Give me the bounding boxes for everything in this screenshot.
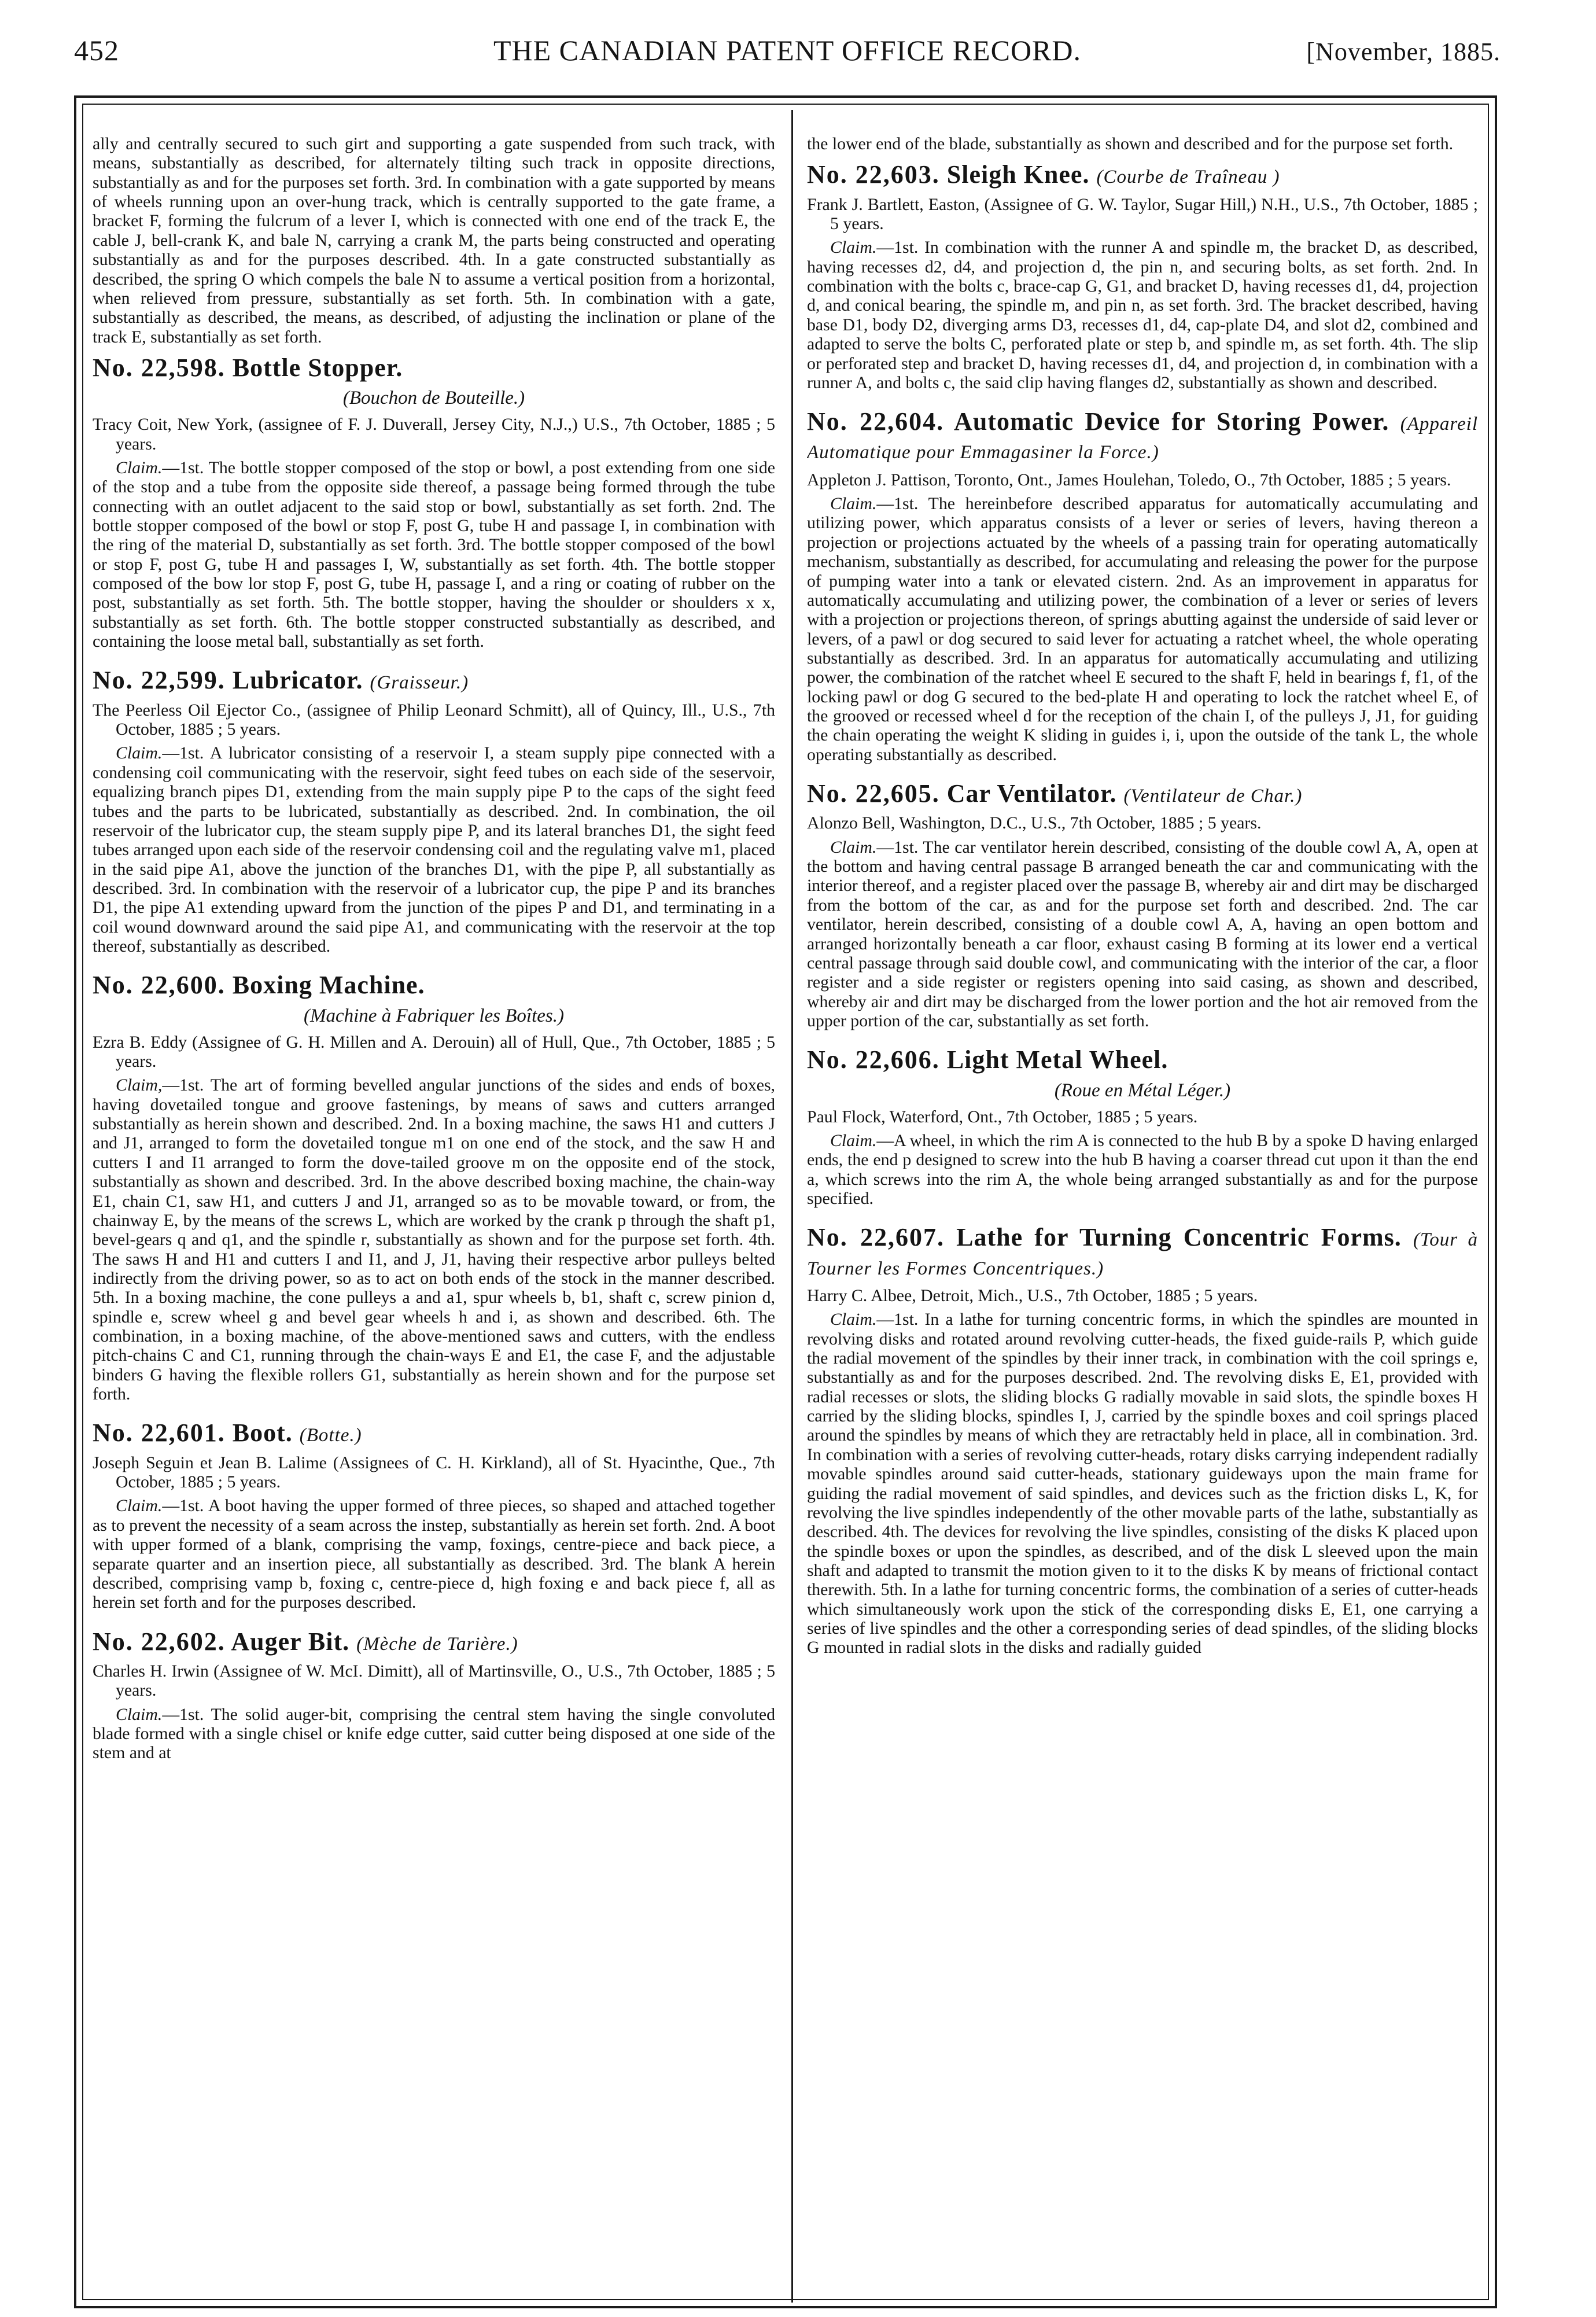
patent-title: Automatic Device for Storing Power. — [954, 407, 1389, 436]
claim-label: Claim. — [116, 1496, 163, 1516]
claim-label: Claim. — [830, 1310, 877, 1329]
claim-label: Claim. — [116, 1704, 163, 1724]
column-divider — [791, 110, 793, 2303]
continuation-text: the lower end of the blade, substantially as shown and described and for the purpose set forth. — [807, 134, 1454, 153]
applicant-line: Joseph Seguin et Jean B. Lalime (Assignees of C. H. Kirkland), all of St. Hyacinthe, Que., 7th October, 1885 ; 5 years. — [93, 1453, 775, 1492]
patent-entry — [807, 1045, 1478, 1208]
claim-text — [93, 743, 775, 956]
claim-label: Claim. — [116, 458, 163, 477]
applicant-line: Paul Flock, Waterford, Ont., 7th October, 1885 ; 5 years. — [807, 1107, 1198, 1126]
patent-entry — [93, 1627, 775, 1763]
claim-label: Claim. — [116, 743, 163, 763]
patent-entry — [807, 1223, 1478, 1657]
patent-title: Light Metal Wheel. — [946, 1045, 1169, 1074]
patent-title: Lubricator. — [232, 666, 363, 695]
applicant-line: Ezra B. Eddy (Assignee of G. H. Millen and A. Derouin) all of Hull, Que., 7th October, 1885 ; 5 years. — [93, 1032, 775, 1071]
french-title: (Appareil Automatique pour Emmagasiner la Force.) — [807, 414, 1478, 463]
patent-number: No. 22,601. — [93, 1419, 226, 1447]
claim-text — [807, 494, 1478, 764]
patent-heading — [807, 160, 1478, 189]
patent-title: Boxing Machine. — [232, 971, 425, 1000]
patent-number: No. 22,602. — [93, 1627, 226, 1656]
patent-heading — [93, 971, 775, 999]
patent-number: No. 22,605. — [807, 779, 940, 808]
patent-entry — [93, 353, 775, 651]
french-title: (Courbe de Traîneau ) — [1096, 167, 1280, 188]
french-title: (Machine à Fabriquer les Boîtes.) — [304, 1005, 564, 1026]
patent-title: Auger Bit. — [231, 1627, 350, 1656]
french-title: (Botte.) — [299, 1425, 362, 1446]
claim-label: Claim. — [830, 1130, 877, 1150]
patent-entry — [807, 407, 1478, 764]
left-column — [93, 134, 775, 2298]
claim-body: —1st. The art of forming bevelled angular junctions of the sides and ends of boxes, having dovetailed tongue and groove fastenings, by means of saws and cutters arranged substantially as herein shown and described. 2nd. In a boxing machine, the saws H1 and cutters J and J1, arranged to form the dovetailed tongue m1 on one end of the stock, and the saw H and cutters I and I1 arranged to form the dove-tailed groove m on the opposite end of the stock, substantially as shown and described. 3rd. In the above described boxing machine, the chain-way E1, chain C1, saw H1, and cutters J and J1, arranged so as to be movable toward, or from, the chainway E, by the means of the screws L, which are worked by the crank p through the shaft p1, bevel-gears q and q1, and the spindle r, substantially as shown and for the purpose set forth. 4th. The saws H and H1 and cutters I and I1, and J, J1, having their respective arbor pulleys belted indirectly from the driving power, so as to act on both ends of the stock in the manner described. 5th. In a boxing machine, the cone pulleys a and a1, spur wheels b, b1, shaft c, screw pinion d, spindle e, screw wheel g and bevel gear wheels h and i, as shown and described. 6th. The combination, in a boxing machine, of the above-mentioned saws and cutters, with the endless pitch-chains C and C1, running through the chain-ways E and E1, the case F, and the adjustable binders G having the flexible rollers G1, substantially as herein shown and for the purpose set forth. — [93, 1075, 775, 1404]
patent-heading — [807, 1223, 1478, 1280]
claim-text — [93, 1075, 775, 1404]
patent-heading — [93, 353, 775, 382]
applicant-line: Charles H. Irwin (Assignee of W. McI. Dimitt), all of Martinsville, O., U.S., 7th October, 1885 ; 5 years. — [93, 1661, 775, 1700]
patent-entry — [807, 160, 1478, 392]
applicant-line: Frank J. Bartlett, Easton, (Assignee of G. W. Taylor, Sugar Hill,) N.H., U.S., 7th October, 1885 ; 5 years. — [807, 194, 1478, 233]
claim-text — [807, 1310, 1478, 1657]
french-title: (Bouchon de Bouteille.) — [342, 388, 525, 409]
claim-label: Claim. — [830, 238, 877, 257]
patent-title: Car Ventilator. — [946, 779, 1117, 808]
patent-number: No. 22,598. — [93, 353, 226, 382]
patent-number: No. 22,604. — [807, 407, 945, 436]
claim-body: —A wheel, in which the rim A is connected to the hub B by a spoke D having enlarged ends, the end p designed to screw into the hub B having a coarser thread cut upon it than the end a, which screws into the rim A, the whole being arranged substantially as and for the purpose specified. — [807, 1130, 1478, 1209]
french-title: (Tour à Tourner les Formes Concentriques.) — [807, 1229, 1478, 1279]
claim-text — [807, 838, 1478, 1031]
claim-label: Claim. — [830, 837, 877, 857]
applicant-line: The Peerless Oil Ejector Co., (assignee of Philip Leonard Schmitt), all of Quincy, Ill., U.S., 7th October, 1885 ; 5 years. — [93, 700, 775, 739]
claim-body: —1st. The solid auger-bit, comprising the central stem having the single convoluted blade formed with a single chisel or knife edge cutter, said cutter being disposed at one side of the stem and at — [93, 1704, 775, 1763]
running-head — [74, 34, 1501, 74]
continuation-text: ally and centrally secured to such girt and supporting a gate suspended from such track, with means, substantially as described, for alternately tilting such track in opposite directions, substantially as and for the purposes set forth. 3rd. In combination with a gate supported by means of wheels running upon an over-hung track, which is centrally supported to the gate frame, a bracket F, forming the fulcrum of a lever I, which is connected with one end of the track E, the cable J, bell-crank K, and bale N, carrying a crank M, the parts being constructed and operating substantially as and for the purposes described. 4th. In a gate constructed substantially as described, the spring O which compels the bale N to assume a vertical position from a horizontal, when relieved from pressure, substantially as set forth. 5th. In combination with a gate, substantially as described, the means, as described, of adjusting the inclination or plane of the track E, substantially as set forth. — [93, 134, 775, 347]
patent-entry — [93, 666, 775, 956]
patent-title: Bottle Stopper. — [232, 353, 403, 382]
patent-heading — [93, 1627, 775, 1656]
patent-title: Boot. — [232, 1419, 293, 1447]
patent-title: Sleigh Knee. — [946, 160, 1090, 189]
patent-title: Lathe for Turning Concentric Forms. — [956, 1223, 1402, 1252]
applicant-line: Harry C. Albee, Detroit, Mich., U.S., 7th October, 1885 ; 5 years. — [807, 1285, 1258, 1305]
applicant-line: Tracy Coit, New York, (assignee of F. J. Duverall, Jersey City, N.J.,) U.S., 7th October, 1885 ; 5 years. — [93, 415, 775, 454]
patent-number: No. 22,603. — [807, 160, 940, 189]
patent-entry — [93, 1419, 775, 1612]
claim-body: —1st. In combination with the runner A and spindle m, the bracket D, as described, having recesses d2, d4, and projection d, the pin n, and securing bolts, as set forth. 2nd. In combination with the bolts c, brace-cap G, G1, and bracket D, having recesses d1, d4, projection d, and conical bearing, the spindle m, and pin n, as set forth. 3rd. The bracket described, having base D1, body D2, diverging arms D3, recesses d1, d4, cap-plate D4, and slot d2, combined and adapted to serve the bolts C, perforated plate or step b, and spindle m, as set forth. 4th. The slip or perforated step and bracket D, having recesses d1, d4, and projection d, in combination with a runner A, and bolts c, the said clip having flanges d2, substantially as shown and described. — [807, 238, 1478, 392]
french-title: (Mèche de Tarière.) — [356, 1633, 518, 1655]
claim-body: —1st. The hereinbefore described apparatus for automatically accumulating and utilizing power, which apparatus consists of a lever or series of levers, having thereon a projection or projections actuated by the wheels of a passing train for operating automatically mechanism, substantially as described, for accumulating and releasing the power for the purpose of pumping water into a tank or elevated cistern. 2nd. As an improvement in apparatus for automatically accumulating and utilizing power, the combination of a lever or series of levers with a projection or projections thereon, of springs abutting against the underside of said lever or levers, of a pawl or dog secured to said lever for actuating a ratchet wheel, the whole operating substantially as described. 3rd. In an apparatus for automatically accumulating and utilizing power, the combination of the ratchet wheel E secured to the shaft F, held in bearings f, f1, of the locking pawl or dog G secured to the bed-plate H and operating to lock the ratchet wheel E, of the grooved or recessed wheel d for the reception of the chain I, of the pulleys J, J1, for guiding the chain operating the weight K sliding in guides i, i, upon the outside of the tank L, the whole operating substantially as described. — [807, 494, 1478, 764]
patent-number: No. 22,600. — [93, 971, 226, 1000]
french-title: (Roue en Métal Léger.) — [1054, 1080, 1231, 1101]
claim-text — [807, 1131, 1478, 1208]
claim-text — [93, 458, 775, 651]
right-column — [807, 134, 1478, 2298]
claim-label: Claim. — [830, 494, 877, 514]
page-number: 452 — [74, 34, 119, 67]
issue-date: [November, 1885. — [1306, 38, 1501, 66]
claim-body: —1st. A boot having the upper formed of three pieces, so shaped and attached together as to prevent the necessity of a seam across the instep, substantially as herein set forth. 2nd. A boot with upper formed of a blank, comprising the vamp, foxings, centre-piece and back piece, a separate quarter and an insertion piece, all substantially as described. 3rd. The blank A herein described, comprising vamp b, foxing c, centre-piece d, high foxing e and back piece f, all as herein set forth and for the purposes described. — [93, 1496, 775, 1612]
patent-number: No. 22,607. — [807, 1223, 945, 1252]
claim-label: Claim, — [116, 1075, 163, 1095]
patent-heading — [93, 666, 775, 694]
claim-body: —1st. A lubricator consisting of a reservoir I, a steam supply pipe connected with a condensing coil communicating with the reservoir, sight feed tubes on each side of the seservoir, equalizing branch pipes D1, extending from the main supply pipe P to the caps of the sight feed tubes and the parts to be lubricated, substantially as described. 2nd. In combination, the oil reservoir of the lubricator cup, the steam supply pipe P, and its lateral branches D1, the sight feed tubes arranged upon each side of the reservoir condensing coil and the regulating valve m1, placed in the said pipe A1, above the junction of the branches D1, with the pipe P, all substantially as described. 3rd. In combination with the reservoir of a lubricator cup, the pipe P and its branches D1, the pipe A1 extending upward from the junction of the pipes P and D1, and terminating in a coil wound downward around the said pipe A1, and communicating with the reservoir at the top thereof, substantially as described. — [93, 743, 775, 956]
patent-heading — [807, 1045, 1478, 1074]
applicant-line: Appleton J. Pattison, Toronto, Ont., James Houlehan, Toledo, O., 7th October, 1885 ; 5 years. — [807, 470, 1451, 489]
patent-heading — [93, 1419, 775, 1447]
claim-text — [807, 238, 1478, 392]
publication-title: THE CANADIAN PATENT OFFICE RECORD. — [493, 34, 1082, 67]
claim-body: —1st. The car ventilator herein described, consisting of the double cowl A, A, open at the bottom and having central passage B arranged beneath the car and communicating with the interior thereof, and a register placed over the passage B, whereby air and dirt may be discharged from the bottom of the car, as and for the purpose set forth and described. 2nd. The car ventilator, herein described, consisting of a double cowl A, A, having an open bottom and arranged horizontally beneath a car floor, exhaust casing B forming at its lower end a vertical central passage through said double cowl, and communicating with the interior of the car, a floor register and a side register or registers opening into said casing, as shown and described, whereby air and dirt may be discharged from the lower portion and the hot air removed from the upper portion of the car, substantially as set forth. — [807, 837, 1478, 1030]
claim-body: —1st. The bottle stopper composed of the stop or bowl, a post extending from one side of the stop and a tube from the opposite side thereof, a passage being formed through the tube connecting with an outlet adjacent to the said stop or bowl, substantially as set forth. 2nd. The bottle stopper composed of the bowl or stop F, post G, tube H and passage I, in combination with the ring of the material D, substantially as set forth. 3rd. The bottle stopper composed of the bowl or stop F, post G, tube H and passages I, W, substantially as set forth. 4th. The bottle stopper composed of the bow lor stop F, post G, tube H, passage I, and a ring or coating of rubber on the post, substantially as set forth. 5th. The bottle stopper, having the shoulder or shoulders x x, substantially as set forth. 6th. The bottle stopper constructed substantially as described, and containing the loose metal ball, substantially as set forth. — [93, 458, 775, 651]
patent-number: No. 22,606. — [807, 1045, 940, 1074]
claim-text — [93, 1705, 775, 1763]
french-title: (Graisseur.) — [370, 672, 469, 694]
french-title: (Ventilateur de Char.) — [1123, 786, 1303, 807]
patent-heading — [807, 779, 1478, 808]
patent-entry — [807, 779, 1478, 1030]
claim-text — [93, 1496, 775, 1612]
applicant-line: Alonzo Bell, Washington, D.C., U.S., 7th October, 1885 ; 5 years. — [807, 813, 1262, 833]
patent-number: No. 22,599. — [93, 666, 226, 695]
claim-body: —1st. In a lathe for turning concentric forms, in which the spindles are mounted in revolving disks and rotated around revolving cutter-heads, the fixed guide-rails P, which guide the radial movement of the spindles by their inner track, in combination with the coil springs e, substantially as and for the purposes described. 2nd. The revolving disks E, E1, provided with radial recesses or slots, the sliding blocks G radially movable in said slots, the spindle boxes H carried by the sliding blocks, spindles I, J, carried by the spindle boxes and coil springs placed around the spindles by means of which they are retractably held in place, all in combination. 3rd. In combination with a series of revolving cutter-heads, rotary disks carrying independent radially movable spindles around said cutter-heads, stationary guideways upon the main frame for guiding the radial movement of said spindles, and devices such as the friction disks L, K, for revolving the live spindles independently of the other movable parts of the lathe, substantially as described. 4th. The devices for revolving the live spindles, consisting of the disks K placed upon the spindle boxes or upon the spindles, as described, and of the disk L sleeved upon the main shaft and adapted to transmit the motion given to it to the disks K by means of frictional contact therewith. 5th. In a lathe for turning concentric forms, the combination of a series of cutter-heads which simultaneously work upon the stick of the corresponding disks E, E1, one carrying a series of live spindles and the other a corresponding series of dead spindles, of the sliding blocks G mounted in radial slots in the disks and radially guided — [807, 1310, 1478, 1657]
patent-entry — [93, 971, 775, 1404]
patent-heading — [807, 407, 1478, 465]
